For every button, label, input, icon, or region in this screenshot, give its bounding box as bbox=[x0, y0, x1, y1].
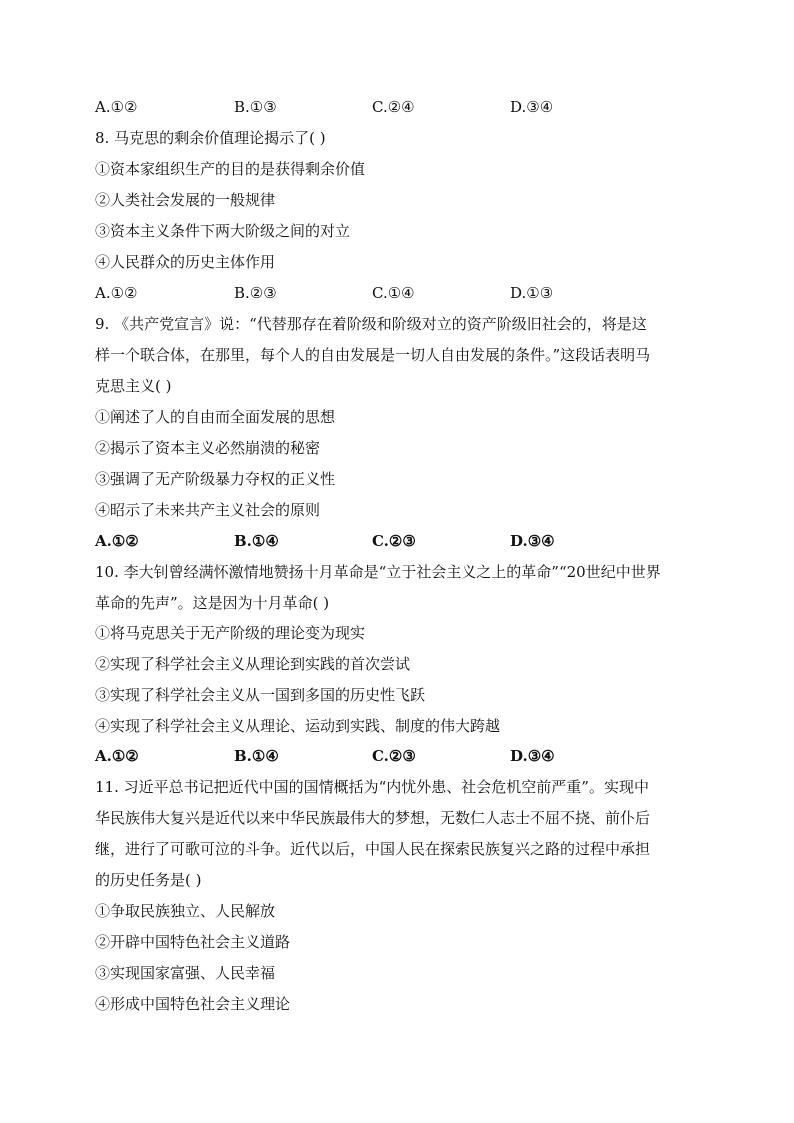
q7-option-d: D.③④ bbox=[510, 98, 554, 116]
q10-item-3: ③实现了科学社会主义从一国到多国的历史性飞跃 bbox=[95, 686, 426, 704]
q10-stem-line-1: 10. 李大钊曾经满怀激情地赞扬十月革命是“立于社会主义之上的革命”“20世纪中世界 bbox=[95, 563, 661, 581]
q8-option-a: A.①② bbox=[95, 284, 138, 302]
q10-options bbox=[95, 746, 695, 766]
q11-stem-line-2: 华民族伟大复兴是近代以来中华民族最伟大的梦想，无数仁人志士不屈不挠、前仆后 bbox=[95, 809, 651, 827]
q9-item-4: ④昭示了未来共产主义社会的原则 bbox=[95, 501, 321, 519]
q8-item-1: ①资本家组织生产的目的是获得剩余价值 bbox=[95, 160, 366, 178]
q9-option-c: C.②③ bbox=[372, 532, 416, 550]
q9-option-a: A.①② bbox=[95, 532, 139, 550]
q9-item-1: ①阐述了人的自由而全面发展的思想 bbox=[95, 408, 336, 426]
q10-item-2: ②实现了科学社会主义从理论到实践的首次尝试 bbox=[95, 655, 411, 673]
q7-option-b: B.①③ bbox=[234, 98, 277, 116]
q8-item-4: ④人民群众的历史主体作用 bbox=[95, 253, 276, 271]
q11-item-4: ④形成中国特色社会主义理论 bbox=[95, 995, 291, 1013]
q10-option-b: B.①④ bbox=[234, 747, 279, 765]
q10-option-d: D.③④ bbox=[510, 747, 555, 765]
q8-option-b: B.②③ bbox=[234, 284, 277, 302]
q9-stem-line-1: 9. 《共产党宣言》说：“代替那存在着阶级和阶级对立的资产阶级旧社会的，将是这 bbox=[95, 315, 647, 333]
q9-stem-line-2: 样一个联合体，在那里，每个人的自由发展是一切人自由发展的条件。”这段话表明马 bbox=[95, 346, 651, 364]
q9-options bbox=[95, 531, 695, 551]
q9-stem-line-3: 克思主义( ) bbox=[95, 377, 172, 395]
q11-stem-line-3: 继，进行了可歌可泣的斗争。近代以后，中国人民在探索民族复兴之路的过程中承担 bbox=[95, 840, 651, 858]
q8-options bbox=[95, 283, 695, 303]
q8-stem: 8. 马克思的剩余价值理论揭示了( ) bbox=[95, 129, 326, 147]
q9-option-d: D.③④ bbox=[510, 532, 555, 550]
q10-item-1: ①将马克思关于无产阶级的理论变为现实 bbox=[95, 624, 366, 642]
q11-item-2: ②开辟中国特色社会主义道路 bbox=[95, 933, 291, 951]
q10-option-c: C.②③ bbox=[372, 747, 416, 765]
q7-options bbox=[95, 97, 695, 117]
q10-stem-line-2: 革命的先声”。这是因为十月革命( ) bbox=[95, 594, 330, 612]
q10-option-a: A.①② bbox=[95, 747, 139, 765]
q11-item-3: ③实现国家富强、人民幸福 bbox=[95, 964, 276, 982]
q8-item-3: ③资本主义条件下两大阶级之间的对立 bbox=[95, 222, 351, 240]
q8-item-2: ②人类社会发展的一般规律 bbox=[95, 191, 276, 209]
q11-stem-line-4: 的历史任务是( ) bbox=[95, 871, 202, 889]
q7-option-c: C.②④ bbox=[372, 98, 415, 116]
q8-option-c: C.①④ bbox=[372, 284, 415, 302]
q11-item-1: ①争取民族独立、人民解放 bbox=[95, 902, 276, 920]
q11-stem-line-1: 11. 习近平总书记把近代中国的国情概括为“内忧外患、社会危机空前严重”。实现中 bbox=[95, 778, 649, 796]
q9-item-3: ③强调了无产阶级暴力夺权的正义性 bbox=[95, 470, 336, 488]
q10-item-4: ④实现了科学社会主义从理论、运动到实践、制度的伟大跨越 bbox=[95, 717, 501, 735]
q8-option-d: D.①③ bbox=[510, 284, 554, 302]
q7-option-a: A.①② bbox=[95, 98, 138, 116]
q9-option-b: B.①④ bbox=[234, 532, 279, 550]
q9-item-2: ②揭示了资本主义必然崩溃的秘密 bbox=[95, 439, 321, 457]
